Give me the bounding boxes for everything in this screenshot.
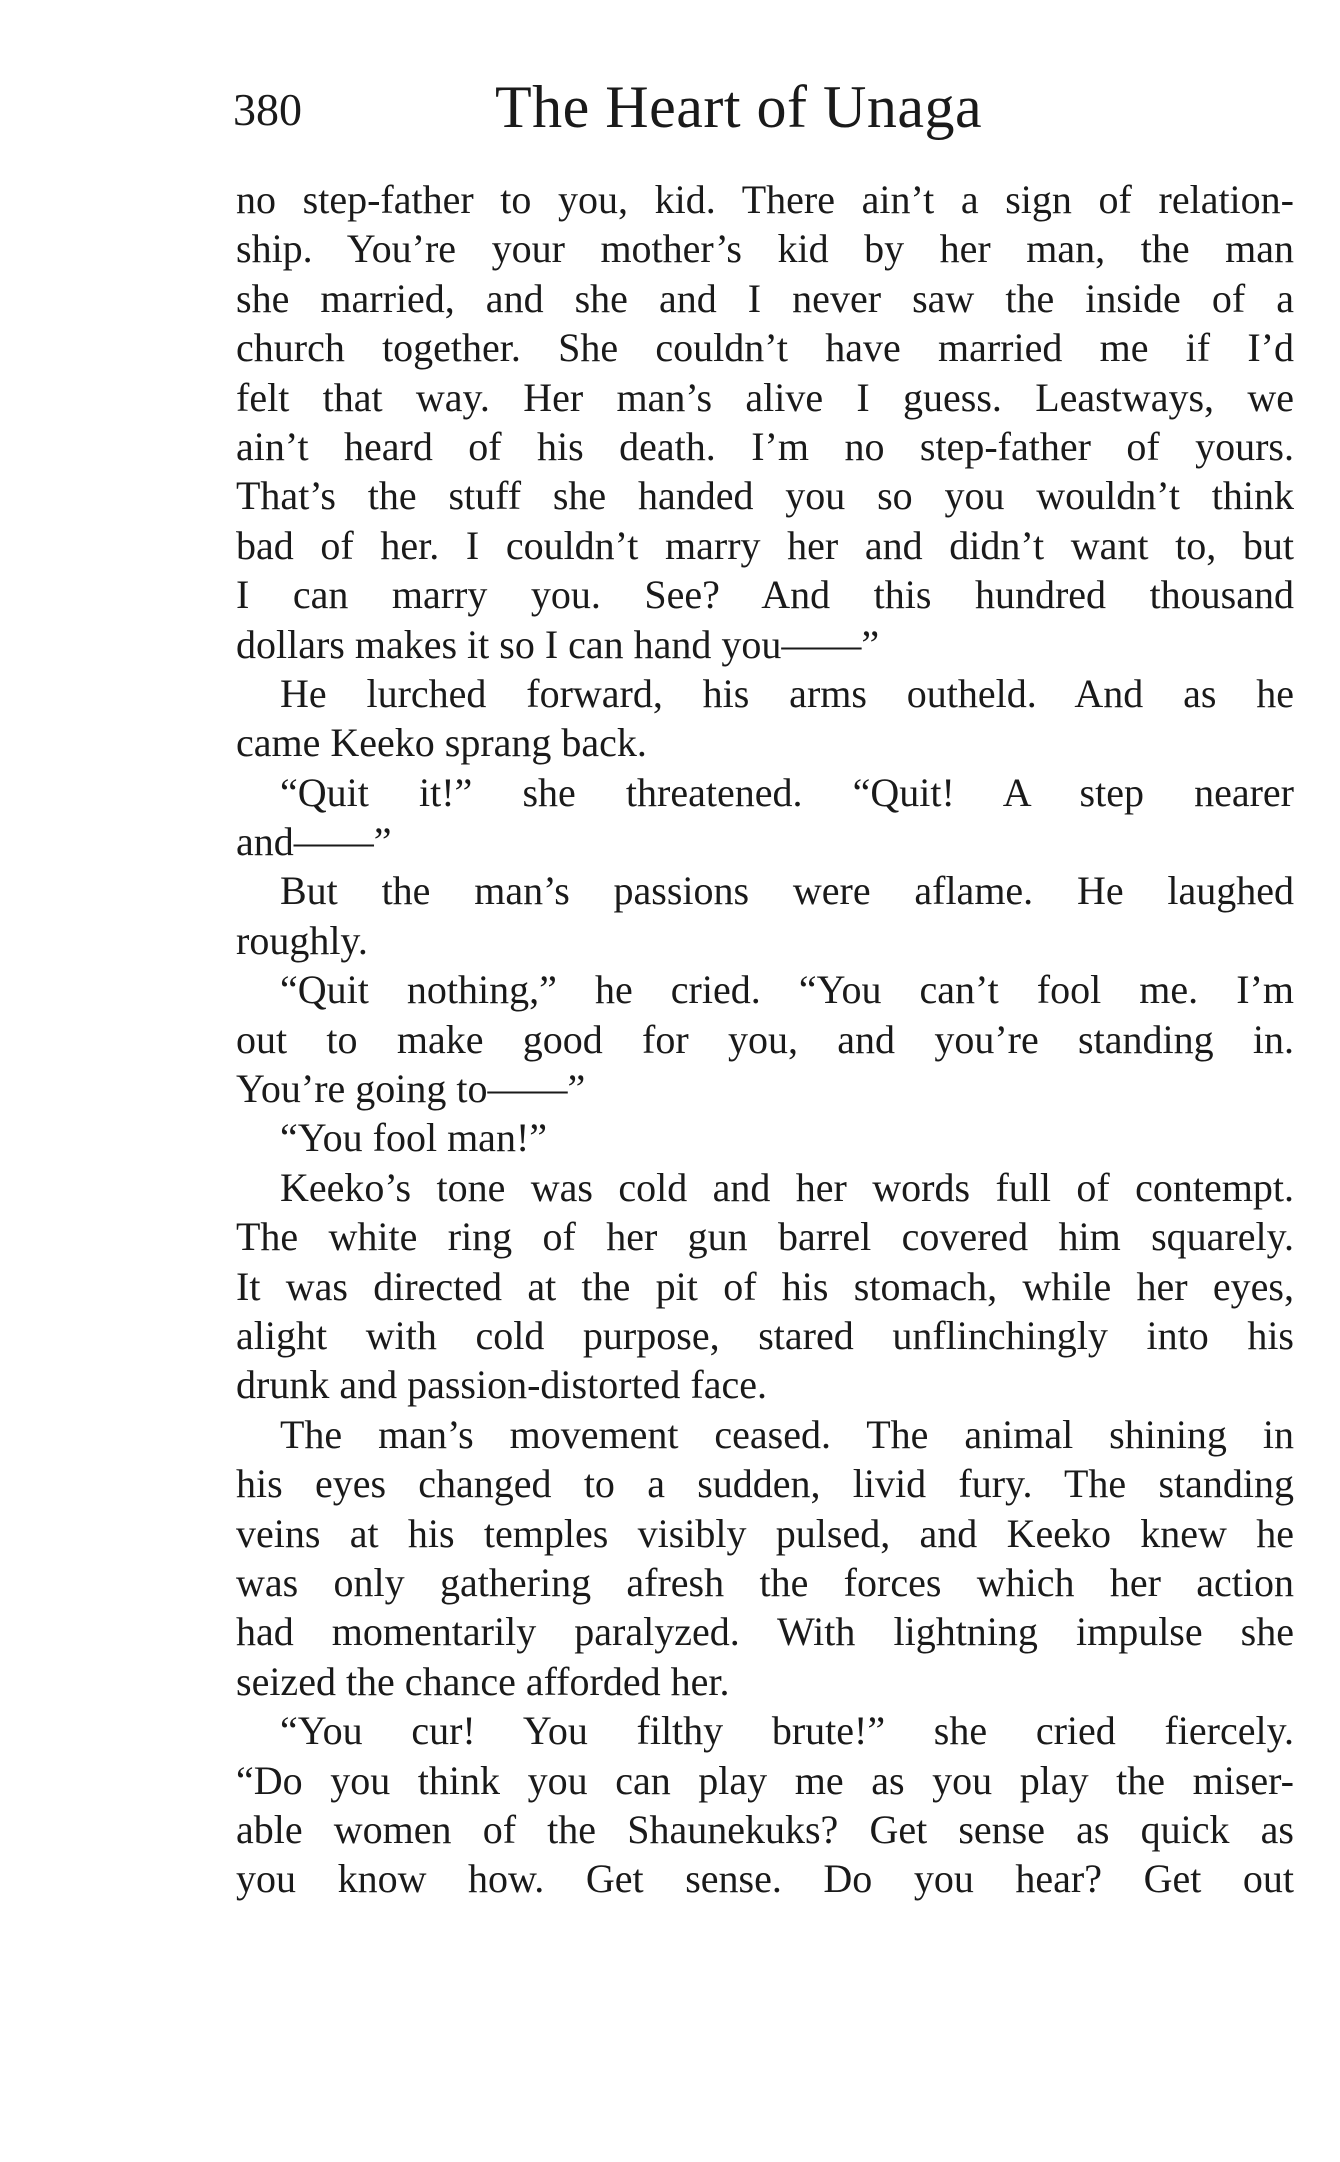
- text-line: drunk and passion-distorted face.: [236, 1362, 767, 1408]
- text-line: able women of the Shaunekuks? Get sense as quick as: [236, 1806, 1294, 1852]
- page-number: 380: [233, 84, 302, 135]
- text-line: The man’s movement ceased. The animal shining in: [280, 1411, 1294, 1457]
- text-line: That’s the stuff she handed you so you wouldn’t think: [236, 473, 1294, 519]
- text-line: you know how. Get sense. Do you hear? Get out: [236, 1856, 1294, 1902]
- text-line: came Keeko sprang back.: [236, 720, 647, 766]
- text-line: ship. You’re your mother’s kid by her man, the man: [236, 226, 1294, 272]
- text-line: “Quit it!” she threatened. “Quit! A step nearer: [280, 769, 1294, 815]
- text-line: You’re going to——”: [236, 1066, 586, 1112]
- text-line: “Quit nothing,” he cried. “You can’t fool me. I’m: [280, 967, 1294, 1013]
- text-line: ain’t heard of his death. I’m no step-father of yours.: [236, 423, 1294, 469]
- text-line: I can marry you. See? And this hundred thousand: [236, 572, 1294, 618]
- text-line: veins at his temples visibly pulsed, and Keeko knew he: [236, 1510, 1294, 1556]
- text-line: But the man’s passions were aflame. He laughed: [280, 868, 1294, 914]
- text-line: his eyes changed to a sudden, livid fury. The standing: [236, 1461, 1294, 1507]
- text-line: no step-father to you, kid. There ain’t a sign of relation-: [236, 177, 1294, 222]
- text-line: “Do you think you can play me as you play the miser-: [236, 1757, 1294, 1803]
- text-line: had momentarily paralyzed. With lightning impulse she: [236, 1609, 1294, 1655]
- text-line: church together. She couldn’t have married me if I’d: [236, 325, 1294, 371]
- body-text: [236, 175, 1294, 1904]
- page-header: [233, 72, 1293, 142]
- text-line: It was directed at the pit of his stomach, while her eyes,: [236, 1263, 1294, 1309]
- text-line: dollars makes it so I can hand you——”: [236, 621, 880, 667]
- text-line: He lurched forward, his arms outheld. And as he: [280, 670, 1294, 716]
- text-line: Keeko’s tone was cold and her words full of contempt.: [280, 1164, 1294, 1210]
- text-line: The white ring of her gun barrel covered him squarely.: [236, 1214, 1294, 1260]
- text-line: she married, and she and I never saw the inside of a: [236, 275, 1294, 321]
- text-line: seized the chance afforded her.: [236, 1658, 730, 1704]
- text-line: alight with cold purpose, stared unflinchingly into his: [236, 1312, 1294, 1358]
- running-title: The Heart of Unaga: [495, 74, 983, 140]
- text-line: out to make good for you, and you’re standing in.: [236, 1016, 1294, 1062]
- text-line: “You fool man!”: [280, 1115, 548, 1161]
- text-line: bad of her. I couldn’t marry her and didn’t want to, but: [236, 522, 1294, 568]
- text-line: was only gathering afresh the forces which her action: [236, 1559, 1294, 1605]
- text-line: and——”: [236, 819, 392, 865]
- text-line: roughly.: [236, 917, 368, 963]
- text-line: felt that way. Her man’s alive I guess. Leastways, we: [236, 374, 1294, 420]
- text-line: “You cur! You filthy brute!” she cried fiercely.: [280, 1708, 1294, 1754]
